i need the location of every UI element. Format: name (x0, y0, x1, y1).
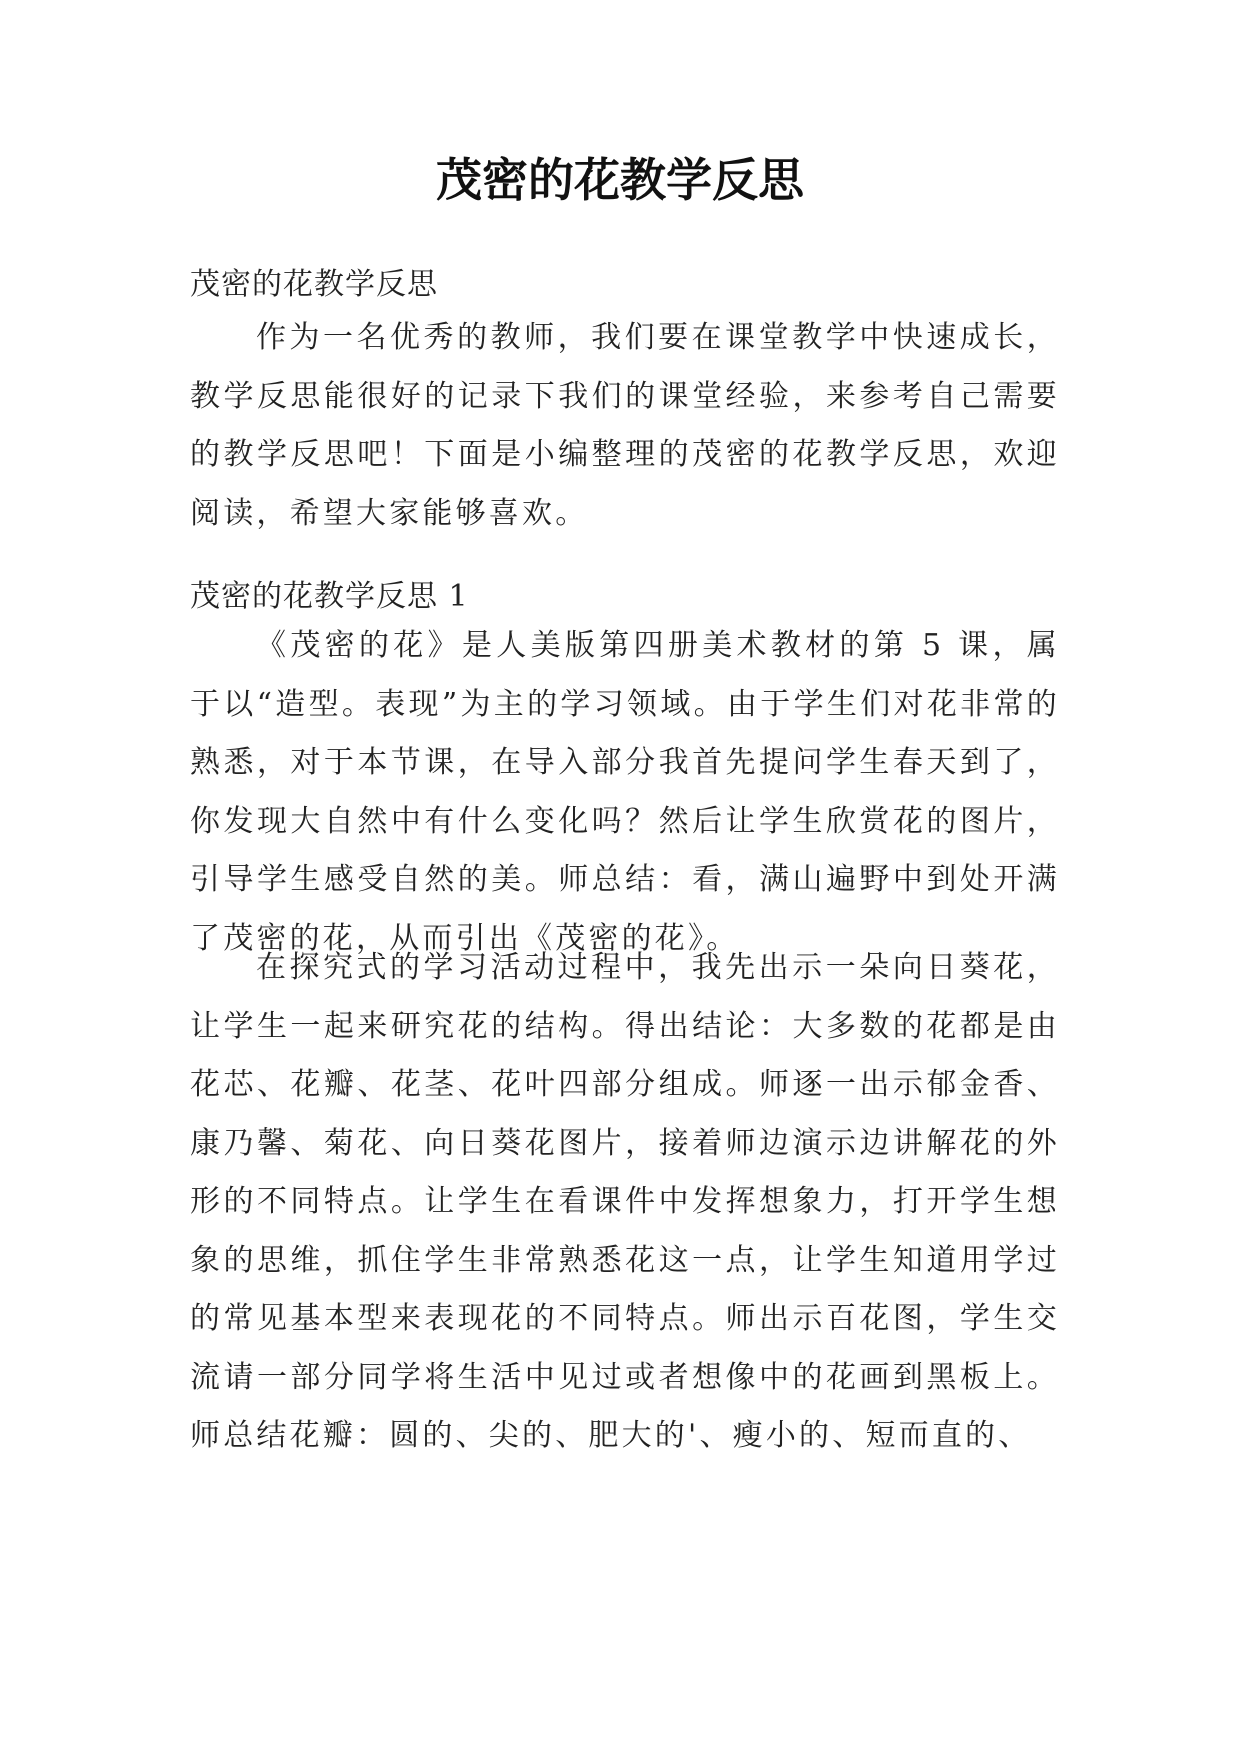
intro-heading: 茂密的花教学反思 (190, 267, 438, 302)
section1-heading: 茂密的花教学反思 1 (190, 579, 469, 614)
intro-paragraph: 作为一名优秀的教师，我们要在课堂教学中快速成长，教学反思能很好的记录下我们的课堂经验，来参考自己需要的教学反思吧！下面是小编整理的茂密的花教学反思，欢迎阅读，希望大家能够喜欢。 (190, 320, 1060, 531)
section1-paragraph-1: 《茂密的花》是人美版第四册美术教材的第 5 课，属于以“造型。表现”为主的学习领域。由于学生们对花非常的熟悉，对于本节课，在导入部分我首先提问学生春天到了，你发现大自然中有什么变化吗？然后让学生欣赏花的图片，引导学生感受自然的美。师总结：看，满山遍野中到处开满了茂密的花，从而引出《茂密的花》。 (190, 628, 1060, 956)
document-title: 茂密的花教学反思 (436, 153, 804, 207)
section1-paragraph-2: 在探究式的学习活动过程中，我先出示一朵向日葵花，让学生一起来研究花的结构。得出结论：大多数的花都是由花芯、花瓣、花茎、花叶四部分组成。师逐一出示郁金香、康乃馨、菊花、向日葵花图片，接着师边演示边讲解花的外形的不同特点。让学生在看课件中发挥想象力，打开学生想象的思维，抓住学生非常熟悉花这一点，让学生知道用学过的常见基本型来表现花的不同特点。师出示百花图，学生交流请一部分同学将生活中见过或者想像中的花画到黑板上。师总结花瓣：圆的、尖的、肥大的'、瘦小的、短而直的、 (190, 950, 1060, 1453)
